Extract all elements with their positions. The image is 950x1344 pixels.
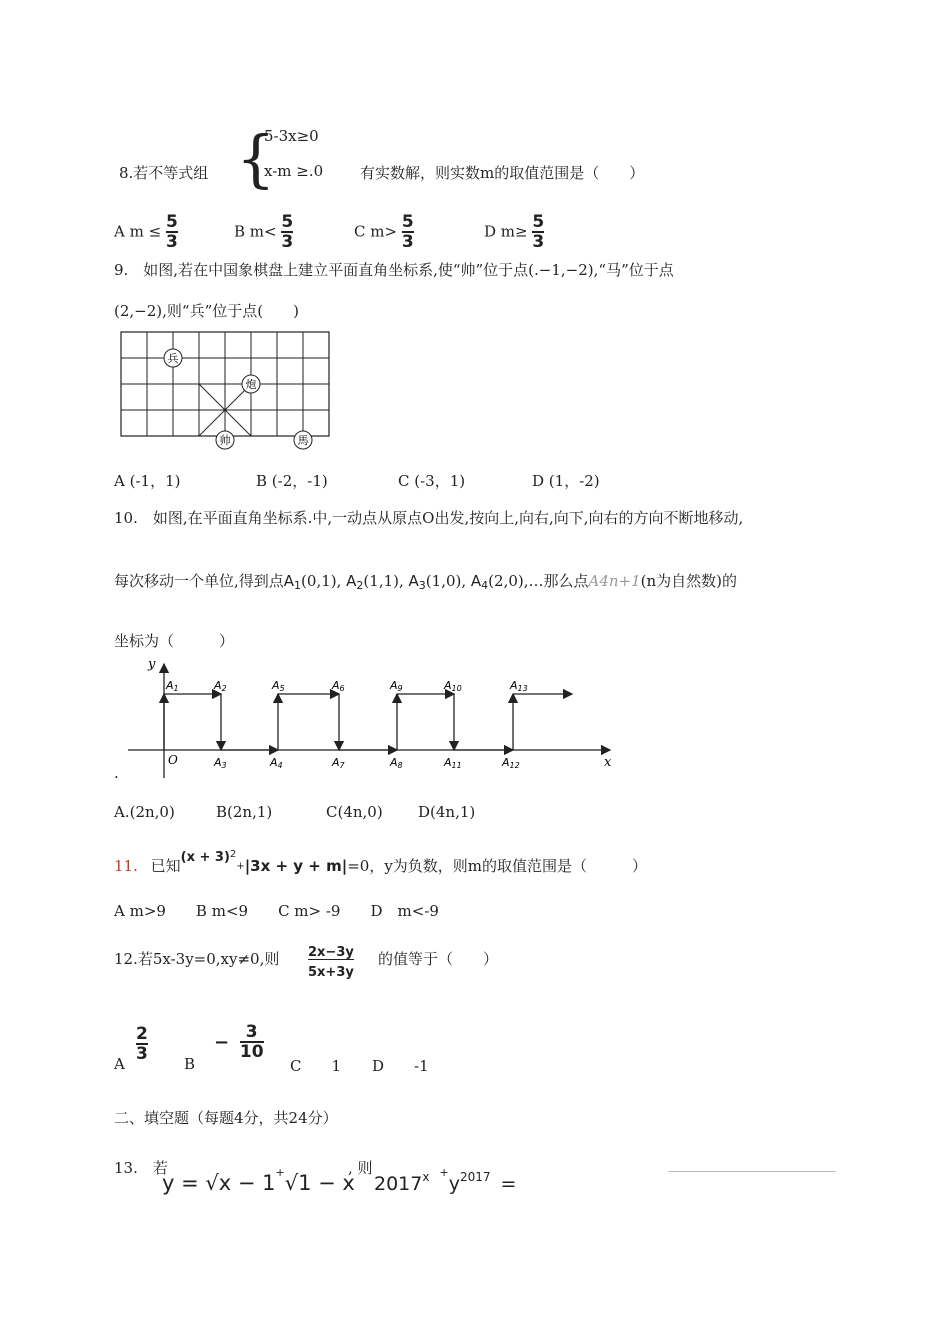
q9-option-c: C (-3，1) [398, 472, 466, 490]
path-segments [164, 694, 572, 750]
q9-option-a: A (-1，1) [114, 472, 181, 490]
q11-square-term: (x + 3) [180, 850, 230, 865]
q10-option-a: A.(2n,0) [114, 803, 175, 821]
q11-options: A m>9 B m<9 C m> -9 D m<-9 [114, 902, 439, 920]
svg-text:兵: 兵 [167, 352, 179, 365]
svg-text:馬: 馬 [297, 434, 309, 447]
origin-label: O [168, 753, 178, 767]
svg-text:A3: A3 [214, 756, 227, 770]
svg-text:A5: A5 [272, 679, 285, 693]
point-labels [165, 679, 528, 770]
piece-shuai [216, 431, 234, 449]
q9-line-1: 9. 如图,若在中国象棋盘上建立平面直角坐标系,使“帅”位于点(.−1,−2),“马”位于点 [114, 261, 674, 279]
q8-option-c-fraction: $\frac{5}{3}$ [401, 212, 414, 252]
q10-option-c: C(4n,0) [326, 803, 383, 821]
q8-option-b: B m< $\frac{5}{3}$ [234, 212, 294, 252]
q10-line-1: 10. 如图,在平面直角坐标系.中,一动点从原点O出发,按向上,向右,向下,向右的方向不断地移动, [114, 509, 744, 527]
q8-option-d: D m≥ $\frac{5}{3}$ [484, 212, 545, 252]
section-2-title: 二、填空题（每题4分，共24分） [114, 1109, 338, 1127]
chess-board-figure [119, 330, 333, 454]
q8-inequality-2: x-m ≥.0 [264, 162, 324, 180]
q10-line-3: 坐标为（ ） [114, 632, 235, 650]
q10-line-2: 每次移动一个单位,得到点$A_1(0,1)$, $A_2(1,1)$, $A_3(1,0)$, $A_4(2,0),\dots$那么点A4n+1(n为自然数)的 [114, 572, 738, 592]
q11-line: 11. 已知$(x + 3)^2+|3x + y + m|=0$，y为负数，则m的取值范围是（ ） [114, 849, 648, 875]
q9-option-d: D (1，-2) [532, 472, 600, 490]
svg-text:A2: A2 [214, 679, 227, 693]
q8-inequality-1: 5-3x≥0 [264, 127, 319, 145]
q12-option-a-label: A [114, 1055, 125, 1073]
svg-text:A12: A12 [502, 756, 520, 770]
svg-text:帅: 帅 [219, 434, 231, 447]
q9-option-b: B (-2，-1) [256, 472, 328, 490]
q12-expression: $\frac{2x-3y}{5x+3y}$ [308, 945, 354, 980]
q8-option-a-fraction: $\frac{5}{3}$ [165, 212, 178, 252]
q10-a4: $A_4$ [470, 572, 489, 592]
q12-tail: 的值等于（ ） [378, 950, 499, 968]
svg-text:A7: A7 [332, 756, 345, 770]
q10-a1: $A_1$ [283, 572, 302, 592]
q10-option-d: D(4n,1) [418, 803, 476, 821]
q8-option-b-fraction: $\frac{5}{3}$ [281, 212, 294, 252]
piece-pao [242, 375, 260, 393]
q8-option-c: C m> $\frac{5}{3}$ [354, 212, 414, 252]
svg-text:A11: A11 [444, 756, 462, 770]
q13-equation: y = √x − 1+√1 − x [162, 1166, 355, 1195]
q10-option-b: B(2n,1) [216, 803, 273, 821]
svg-text:A9: A9 [390, 679, 403, 693]
q11-absolute-term: |3x + y + m| [244, 857, 348, 875]
svg-text:炮: 炮 [245, 378, 257, 391]
q8-lead: 8.若不等式组 [119, 164, 209, 182]
q13-mid: , 则 [348, 1159, 373, 1177]
q12-option-c: C 1 [290, 1057, 342, 1075]
q8-question-tail: 有实数解，则实数m的取值范围是（ ） [360, 164, 645, 182]
q12-option-b-fraction: − $\frac{3}{10}$ [214, 1022, 264, 1062]
q11-number: 11. [114, 857, 138, 875]
svg-text:A4: A4 [270, 756, 283, 770]
svg-text:A6: A6 [332, 679, 345, 693]
board-grid [121, 332, 329, 436]
q13-answer-blank[interactable] [668, 1170, 836, 1172]
y-axis-label: y [148, 657, 156, 672]
q10-a4n1: A4n+1 [588, 572, 641, 590]
q13-pre: 13. 若 [114, 1159, 168, 1177]
svg-text:A13: A13 [510, 679, 528, 693]
q13-target-expression: 2017$^x$ $^+y^{2017}$ = [374, 1166, 517, 1195]
q10-a3: $A_3$ [408, 572, 426, 592]
figure-dot: . [114, 764, 119, 782]
q12-option-a-fraction: $\frac{2}{3}$ [136, 1024, 148, 1064]
x-axis-label: x [604, 755, 612, 770]
lattice-path-figure [110, 656, 620, 786]
q8-option-a: A m ≤ $\frac{5}{3}$ [114, 212, 178, 252]
svg-text:A10: A10 [444, 679, 462, 693]
q10-a2: $A_2$ [346, 572, 364, 592]
piece-bing [164, 349, 182, 367]
q8-brace: { [236, 122, 276, 195]
svg-text:A1: A1 [166, 679, 179, 693]
q12-pre: 12.若5x-3y=0,xy≠0,则 [114, 950, 280, 968]
q8-option-d-fraction: $\frac{5}{3}$ [532, 212, 545, 252]
q9-line-2: (2,−2),则“兵”位于点( ) [114, 302, 299, 320]
q12-option-d: D -1 [372, 1057, 429, 1075]
q12-option-b-label: B [184, 1055, 196, 1073]
svg-text:A8: A8 [390, 756, 403, 770]
piece-ma [294, 431, 312, 449]
